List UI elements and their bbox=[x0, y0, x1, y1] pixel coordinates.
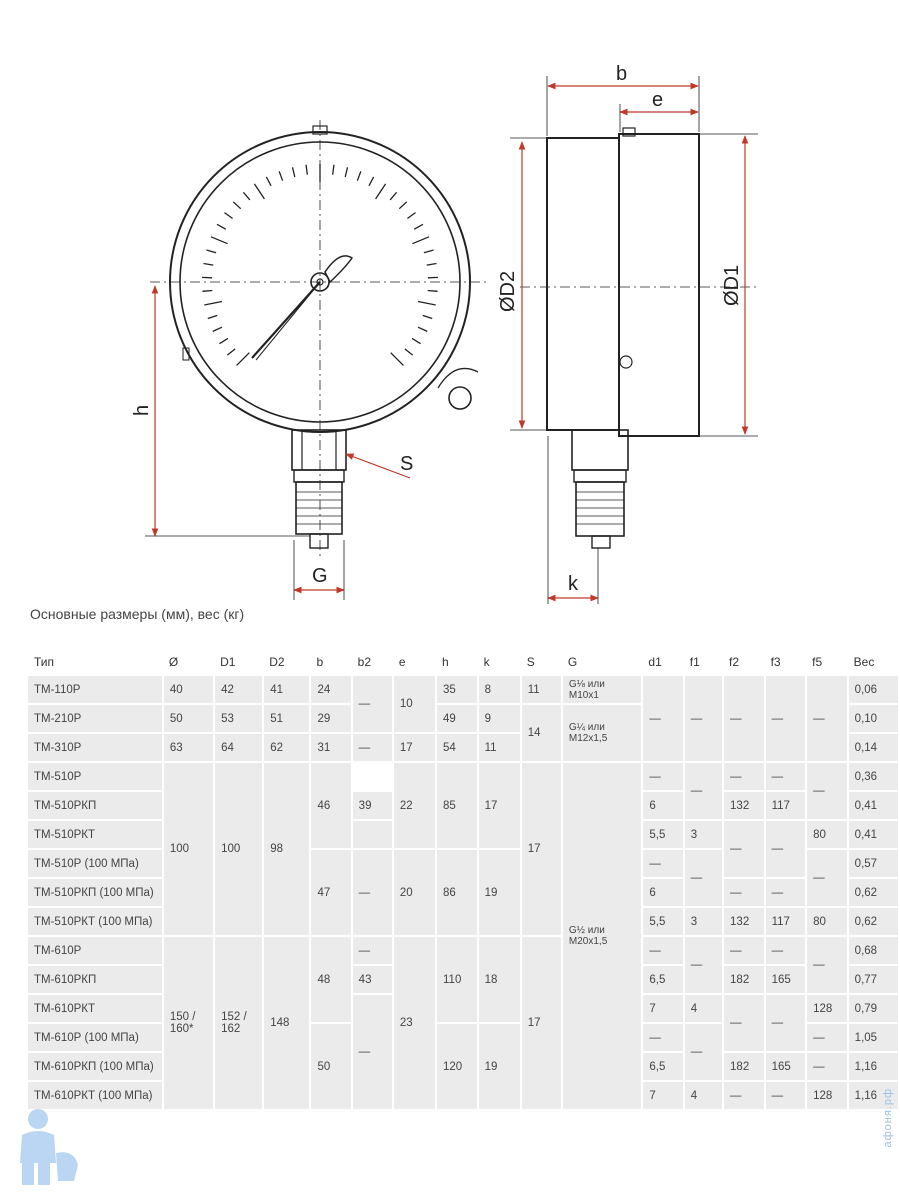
dial-tick bbox=[412, 338, 421, 343]
dial-tick bbox=[391, 353, 404, 366]
dial-tick bbox=[237, 353, 250, 366]
weight-cell: 0,68 bbox=[848, 936, 899, 965]
col-header: f1 bbox=[689, 655, 700, 669]
dim-label-k: k bbox=[568, 573, 578, 595]
f1-cell: 3 bbox=[684, 820, 723, 849]
dial-tick bbox=[357, 171, 360, 180]
dial-tick bbox=[405, 349, 413, 355]
col-header: b bbox=[316, 655, 324, 669]
f3-cell: — bbox=[765, 994, 807, 1052]
weight-cell: 0,06 bbox=[848, 676, 899, 704]
dial-tick bbox=[369, 177, 374, 186]
d2-cell: 62 bbox=[263, 733, 310, 762]
col-header: f3 bbox=[770, 655, 781, 669]
d1c-cell: 7 bbox=[642, 1081, 683, 1110]
f2-cell: — bbox=[723, 994, 765, 1052]
dial-tick bbox=[418, 327, 427, 331]
col-header: f5 bbox=[812, 655, 823, 669]
dial-tick bbox=[414, 224, 423, 229]
col-header: Ø bbox=[168, 655, 179, 669]
table-caption: Основные размеры (мм), вес (кг) bbox=[30, 606, 245, 622]
type-cell: ТМ-610Р bbox=[28, 936, 163, 965]
dial-tick bbox=[428, 291, 438, 292]
f2-cell: 132 bbox=[723, 791, 765, 820]
dimensions-table bbox=[28, 648, 900, 1111]
f2-cell: — bbox=[723, 936, 765, 965]
dial-tick bbox=[293, 167, 295, 177]
dial-tick bbox=[233, 202, 240, 209]
k-cell: 11 bbox=[478, 733, 521, 762]
dial-tick bbox=[208, 315, 218, 318]
f2-cell: — bbox=[723, 762, 765, 791]
col-header: b2 bbox=[357, 655, 372, 669]
b-cell: 29 bbox=[310, 704, 351, 733]
dim-label-d1: ØD1 bbox=[721, 264, 743, 306]
dial-tick bbox=[412, 237, 429, 244]
d1c-cell: 7 bbox=[642, 994, 683, 1023]
d1-cell: 53 bbox=[214, 704, 263, 733]
b2-cell bbox=[352, 820, 393, 849]
h-cell: 35 bbox=[436, 676, 478, 704]
k-cell: 17 bbox=[478, 762, 521, 849]
b-cell: 46 bbox=[310, 762, 351, 849]
f2-cell: — bbox=[723, 1081, 765, 1110]
col-header: Тип bbox=[34, 655, 55, 669]
dim-label-s: S bbox=[400, 453, 414, 475]
e-cell: 23 bbox=[393, 936, 436, 1110]
type-cell: ТМ-510РКП (100 МПа) bbox=[28, 878, 163, 907]
e-cell: 20 bbox=[393, 849, 436, 936]
f3-cell: 165 bbox=[765, 1052, 807, 1081]
table-row bbox=[28, 762, 899, 791]
d1c-cell: — bbox=[642, 676, 683, 762]
weight-cell: 0,41 bbox=[848, 820, 899, 849]
dial-tick bbox=[279, 171, 282, 180]
f1-cell: 4 bbox=[684, 994, 723, 1023]
dim-label-e: e bbox=[652, 89, 664, 111]
f3-cell: — bbox=[765, 676, 807, 762]
k-cell: 8 bbox=[478, 676, 521, 704]
b2-cell: 43 bbox=[352, 965, 393, 994]
d2-cell: 98 bbox=[263, 762, 310, 936]
f5-cell: — bbox=[806, 849, 848, 907]
dial-tick bbox=[427, 264, 437, 266]
dim-label-g: G bbox=[312, 565, 328, 587]
col-header: e bbox=[398, 655, 406, 669]
f5-cell: — bbox=[806, 676, 848, 762]
b2-cell: — bbox=[352, 849, 393, 936]
d2-cell: 148 bbox=[263, 936, 310, 1110]
f1-cell: — bbox=[684, 1023, 723, 1081]
d1c-cell: 6 bbox=[642, 791, 683, 820]
type-cell: ТМ-510РКТ bbox=[28, 820, 163, 849]
f5-cell: — bbox=[806, 1023, 848, 1052]
f1-cell: 4 bbox=[684, 1081, 723, 1110]
diameter-cell: 50 bbox=[163, 704, 214, 733]
col-header: Вес bbox=[853, 655, 875, 669]
col-header: f2 bbox=[729, 655, 740, 669]
f2-cell: 182 bbox=[723, 1052, 765, 1081]
b2-cell: — bbox=[352, 676, 393, 733]
dial-tick bbox=[213, 327, 222, 331]
f3-cell: — bbox=[765, 1081, 807, 1110]
h-cell: 120 bbox=[436, 1023, 478, 1110]
f3-cell: — bbox=[765, 936, 807, 965]
dial-tick bbox=[227, 349, 235, 355]
weight-cell: 1,05 bbox=[848, 1023, 899, 1052]
type-cell: ТМ-510РКП bbox=[28, 791, 163, 820]
b-cell: 24 bbox=[310, 676, 351, 704]
d1c-cell: 6,5 bbox=[642, 965, 683, 994]
d1c-cell: 6 bbox=[642, 878, 683, 907]
dial-tick bbox=[399, 202, 406, 209]
d1-cell: 64 bbox=[214, 733, 263, 762]
type-cell: ТМ-110Р bbox=[28, 676, 163, 704]
weight-cell: 0,79 bbox=[848, 994, 899, 1023]
d2-cell: 41 bbox=[263, 676, 310, 704]
k-cell: 19 bbox=[478, 1023, 521, 1110]
weight-cell: 0,10 bbox=[848, 704, 899, 733]
dial-tick bbox=[423, 315, 433, 318]
k-cell: 9 bbox=[478, 704, 521, 733]
dial-tick bbox=[211, 237, 228, 244]
d2-cell: 51 bbox=[263, 704, 310, 733]
weight-cell: 0,77 bbox=[848, 965, 899, 994]
b2-cell: — bbox=[352, 994, 393, 1110]
f3-cell: 117 bbox=[765, 907, 807, 936]
weight-cell: 1,16 bbox=[848, 1081, 899, 1110]
type-cell: ТМ-310Р bbox=[28, 733, 163, 762]
dial-tick bbox=[204, 264, 214, 266]
dial-tick bbox=[225, 213, 233, 219]
e-cell: 17 bbox=[393, 733, 436, 762]
f1-cell: — bbox=[684, 936, 723, 994]
b-cell: 50 bbox=[310, 1023, 351, 1110]
dial-tick bbox=[243, 192, 250, 200]
f2-cell: — bbox=[723, 676, 765, 762]
f5-cell: — bbox=[806, 1052, 848, 1081]
gauge-front-view bbox=[170, 126, 478, 548]
d1c-cell: 5,5 bbox=[642, 907, 683, 936]
diameter-cell: 63 bbox=[163, 733, 214, 762]
d1-cell: 152 / 162 bbox=[214, 936, 263, 1110]
d1c-cell: — bbox=[642, 849, 683, 878]
g-cell: G⅛ или М10х1 bbox=[562, 676, 642, 704]
k-cell: 19 bbox=[478, 849, 521, 936]
diameter-cell: 40 bbox=[163, 676, 214, 704]
plumber-logo bbox=[8, 1105, 88, 1190]
h-cell: 86 bbox=[436, 849, 478, 936]
f5-cell: 128 bbox=[806, 1081, 848, 1110]
b-cell: 31 bbox=[310, 733, 351, 762]
f1-cell: — bbox=[684, 849, 723, 907]
type-cell: ТМ-610РКП (100 МПа) bbox=[28, 1052, 163, 1081]
dial-tick bbox=[306, 165, 307, 175]
dim-label-h: h bbox=[131, 404, 153, 416]
dial-tick bbox=[266, 177, 271, 186]
d1-cell: 42 bbox=[214, 676, 263, 704]
table-row bbox=[28, 676, 899, 704]
dial-tick bbox=[206, 250, 216, 253]
dial-tick bbox=[424, 250, 434, 253]
h-cell: 85 bbox=[436, 762, 478, 849]
b2-cell: — bbox=[352, 936, 393, 965]
col-header: k bbox=[483, 655, 490, 669]
f5-cell: 80 bbox=[806, 907, 848, 936]
dial-tick bbox=[217, 224, 226, 229]
col-header: d1 bbox=[648, 655, 662, 669]
dial-tick bbox=[418, 302, 436, 306]
f3-cell: — bbox=[765, 878, 807, 907]
d1c-cell: 6,5 bbox=[642, 1052, 683, 1081]
k-cell: 18 bbox=[478, 936, 521, 1023]
f2-cell: 132 bbox=[723, 907, 765, 936]
dial-tick bbox=[204, 302, 222, 306]
h-cell: 49 bbox=[436, 704, 478, 733]
dim-label-b: b bbox=[616, 63, 628, 85]
watermark-text: афоня.рф bbox=[882, 1088, 894, 1148]
s-cell: 11 bbox=[521, 676, 562, 704]
dial-tick bbox=[407, 213, 415, 219]
s-cell: 17 bbox=[521, 762, 562, 936]
f1-cell: — bbox=[684, 676, 723, 762]
f2-cell: 182 bbox=[723, 965, 765, 994]
type-cell: ТМ-610РКТ (100 МПа) bbox=[28, 1081, 163, 1110]
col-header: G bbox=[567, 655, 578, 669]
f2-cell: — bbox=[723, 820, 765, 878]
f3-cell: — bbox=[765, 762, 807, 791]
f5-cell: — bbox=[806, 762, 848, 820]
weight-cell: 1,16 bbox=[848, 1052, 899, 1081]
e-cell: 10 bbox=[393, 676, 436, 733]
type-cell: ТМ-210Р bbox=[28, 704, 163, 733]
weight-cell: 0,57 bbox=[848, 849, 899, 878]
b-cell: 47 bbox=[310, 849, 351, 936]
col-header: D2 bbox=[269, 655, 285, 669]
weight-cell: 0,62 bbox=[848, 878, 899, 907]
diameter-cell: 150 / 160* bbox=[163, 936, 214, 1110]
b2-cell: — bbox=[352, 733, 393, 762]
h-cell: 54 bbox=[436, 733, 478, 762]
weight-cell: 0,62 bbox=[848, 907, 899, 936]
table-row bbox=[28, 936, 899, 965]
dial-tick bbox=[219, 338, 228, 343]
type-cell: ТМ-610Р (100 МПа) bbox=[28, 1023, 163, 1052]
col-header: D1 bbox=[220, 655, 236, 669]
e-cell: 22 bbox=[393, 762, 436, 849]
dial-tick bbox=[333, 165, 334, 175]
dial-tick bbox=[254, 184, 264, 199]
f5-cell: — bbox=[806, 936, 848, 994]
b-cell: 48 bbox=[310, 936, 351, 1023]
d1c-cell: — bbox=[642, 1023, 683, 1052]
f5-cell: 128 bbox=[806, 994, 848, 1023]
col-header: h bbox=[442, 655, 449, 669]
g-cell: G½ или М20х1,5 bbox=[562, 762, 642, 1110]
f5-cell: 80 bbox=[806, 820, 848, 849]
type-cell: ТМ-610РКТ bbox=[28, 994, 163, 1023]
f3-cell: 165 bbox=[765, 965, 807, 994]
d1c-cell: 5,5 bbox=[642, 820, 683, 849]
dial-tick bbox=[345, 167, 347, 177]
diameter-cell: 100 bbox=[163, 762, 214, 936]
s-cell: 14 bbox=[521, 704, 562, 762]
dim-label-d2: ØD2 bbox=[497, 270, 519, 312]
table-header-row bbox=[28, 648, 899, 676]
gauge-side-view bbox=[547, 128, 699, 548]
type-cell: ТМ-610РКП bbox=[28, 965, 163, 994]
dial-tick bbox=[202, 291, 212, 292]
f2-cell: — bbox=[723, 878, 765, 907]
dial-tick bbox=[390, 192, 397, 200]
col-header: S bbox=[526, 655, 535, 669]
type-cell: ТМ-510Р bbox=[28, 762, 163, 791]
type-cell: ТМ-510Р (100 МПа) bbox=[28, 849, 163, 878]
weight-cell: 0,41 bbox=[848, 791, 899, 820]
d1c-cell: — bbox=[642, 936, 683, 965]
f1-cell: 3 bbox=[684, 907, 723, 936]
f3-cell: 117 bbox=[765, 791, 807, 820]
d1c-cell: — bbox=[642, 762, 683, 791]
g-cell: G¼ или М12х1,5 bbox=[562, 704, 642, 762]
b2-cell: 39 bbox=[352, 791, 393, 820]
type-cell: ТМ-510РКТ (100 МПа) bbox=[28, 907, 163, 936]
f1-cell: — bbox=[684, 762, 723, 820]
f3-cell: — bbox=[765, 820, 807, 878]
dial-tick bbox=[376, 184, 386, 199]
weight-cell: 0,36 bbox=[848, 762, 899, 791]
s-cell: 17 bbox=[521, 936, 562, 1110]
h-cell: 110 bbox=[436, 936, 478, 1023]
weight-cell: 0,14 bbox=[848, 733, 899, 762]
d1-cell: 100 bbox=[214, 762, 263, 936]
